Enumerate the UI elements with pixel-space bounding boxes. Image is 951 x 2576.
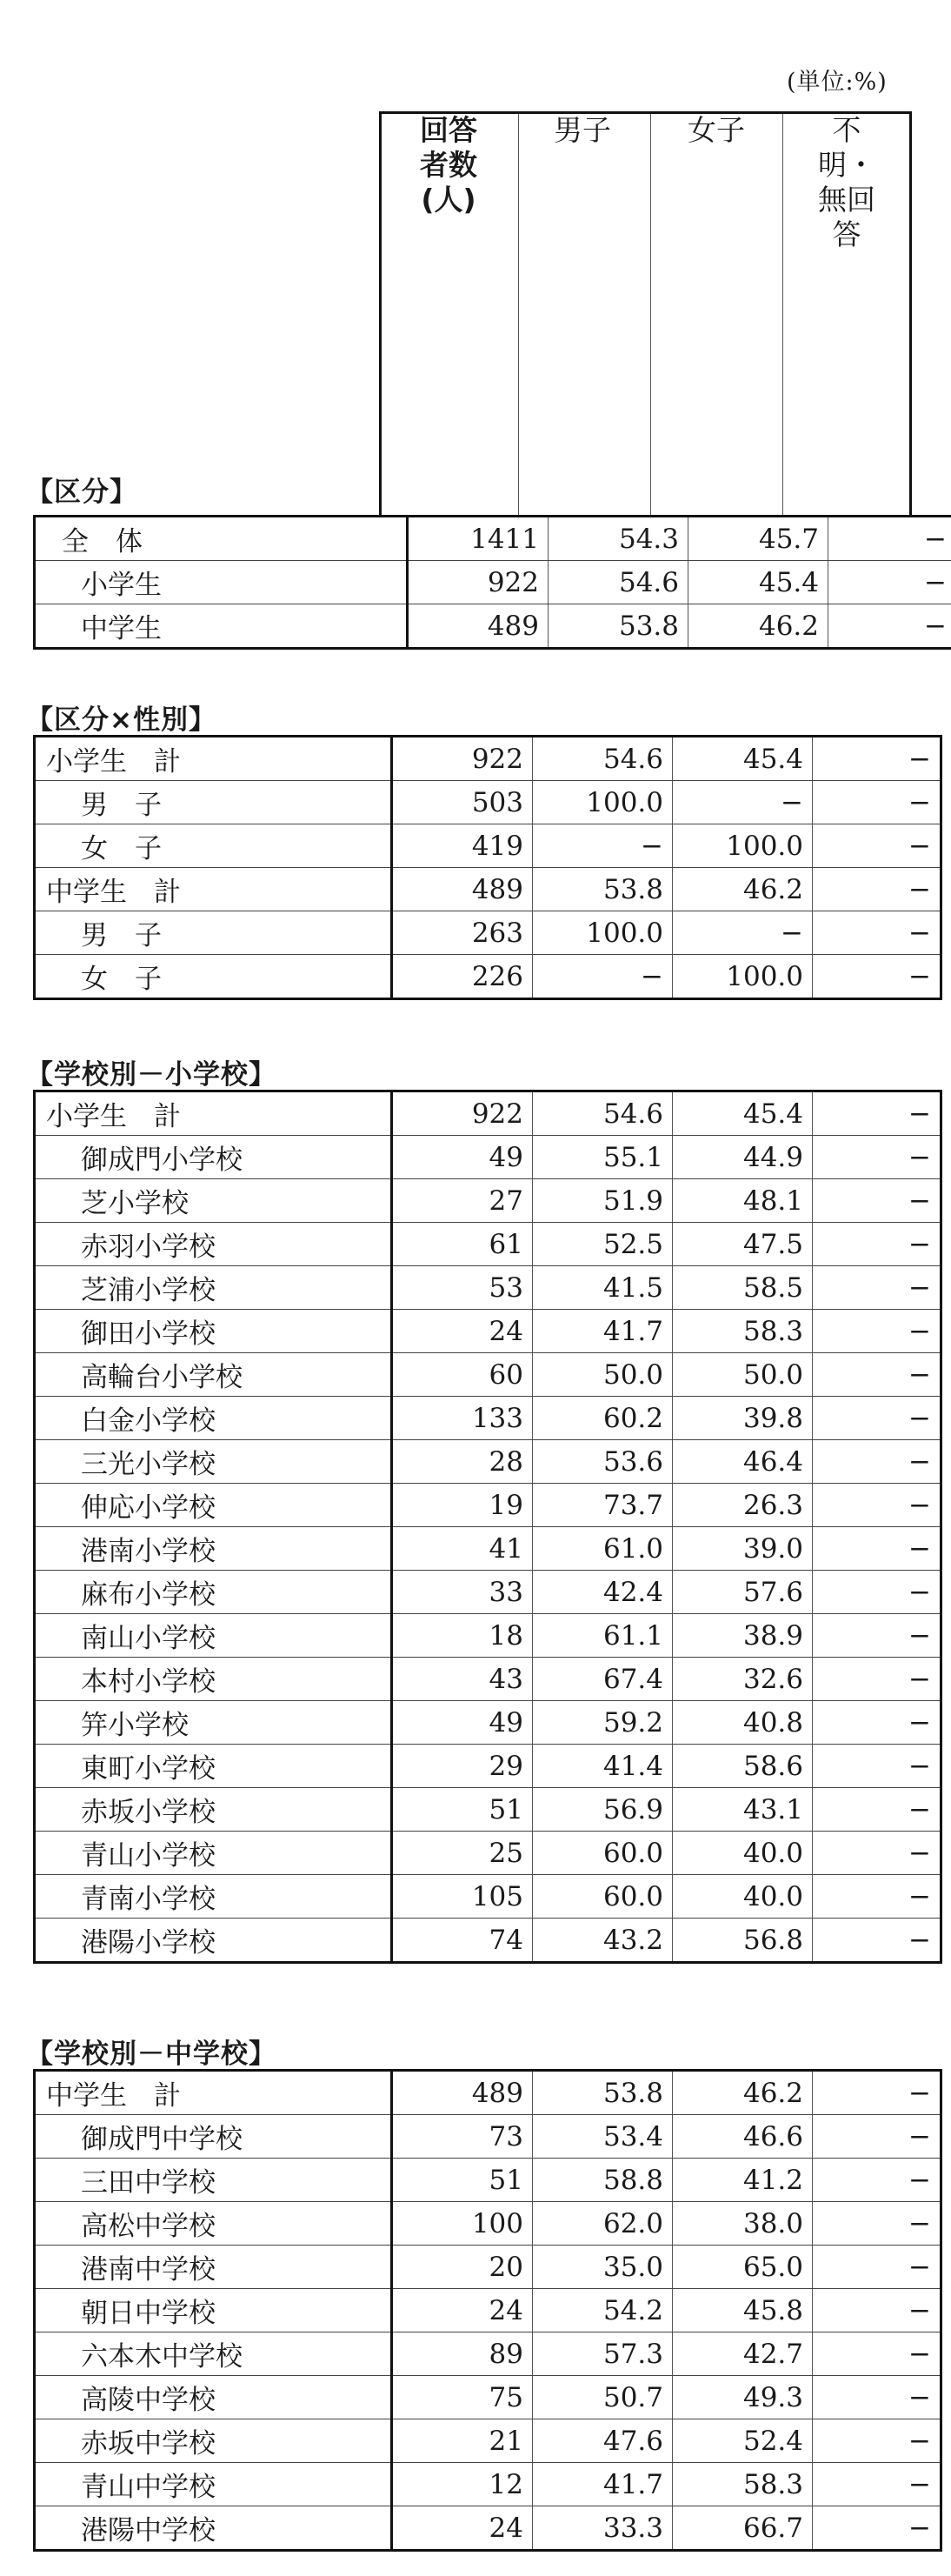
unknown-percent: − — [813, 1223, 941, 1266]
male-percent: 53.8 — [533, 2071, 673, 2115]
female-percent: 39.8 — [673, 1397, 813, 1440]
respondents-count: 74 — [392, 1919, 533, 1963]
male-percent: 54.6 — [549, 561, 688, 604]
row-label: 高輪台小学校 — [35, 1353, 392, 1397]
respondents-count: 24 — [392, 2289, 533, 2332]
respondents-count: 133 — [392, 1397, 533, 1440]
female-percent: 39.0 — [673, 1527, 813, 1571]
female-percent: 49.3 — [673, 2376, 813, 2419]
unknown-percent: − — [813, 1310, 941, 1353]
row-label: 御成門中学校 — [35, 2115, 392, 2159]
male-percent: 62.0 — [533, 2202, 673, 2246]
female-percent: 45.4 — [688, 561, 828, 604]
respondents-count: 20 — [392, 2246, 533, 2289]
row-label: 中学生 計 — [35, 868, 392, 911]
row-label: 芝浦小学校 — [35, 1266, 392, 1310]
female-percent: 38.9 — [673, 1614, 813, 1658]
row-label: 伸応小学校 — [35, 1484, 392, 1527]
male-percent: 33.3 — [533, 2506, 673, 2551]
header-rule-1 — [379, 111, 382, 515]
table-row — [35, 1353, 941, 1397]
unknown-percent: − — [813, 2115, 941, 2159]
female-percent: − — [673, 911, 813, 955]
respondents-count: 100 — [392, 2202, 533, 2246]
respondents-count: 24 — [392, 1310, 533, 1353]
male-percent: 53.8 — [549, 604, 688, 649]
female-percent: 46.2 — [673, 868, 813, 911]
female-percent: 45.4 — [673, 737, 813, 781]
unknown-percent: − — [813, 737, 941, 781]
male-percent: 60.0 — [533, 1832, 673, 1875]
row-label: 本村小学校 — [35, 1658, 392, 1701]
table-row — [35, 517, 951, 561]
table-row — [35, 2419, 941, 2463]
respondents-count: 43 — [392, 1658, 533, 1701]
female-percent: − — [673, 781, 813, 824]
male-percent: 57.3 — [533, 2332, 673, 2376]
row-label: 青山小学校 — [35, 1832, 392, 1875]
row-label: 女 子 — [35, 955, 392, 999]
respondents-count: 53 — [392, 1266, 533, 1310]
respondents-count: 49 — [392, 1136, 533, 1179]
row-label: 笄小学校 — [35, 1701, 392, 1745]
male-percent: 61.0 — [533, 1527, 673, 1571]
row-label: 小学生 — [35, 561, 408, 604]
male-percent: 50.7 — [533, 2376, 673, 2419]
male-percent: 43.2 — [533, 1919, 673, 1963]
female-percent: 58.6 — [673, 1745, 813, 1788]
table-row — [35, 2463, 941, 2506]
male-percent: 52.5 — [533, 1223, 673, 1266]
table-row — [35, 1701, 941, 1745]
respondents-count: 19 — [392, 1484, 533, 1527]
female-percent: 50.0 — [673, 1353, 813, 1397]
respondents-count: 89 — [392, 2332, 533, 2376]
unknown-percent: − — [813, 1440, 941, 1484]
unknown-percent: − — [813, 2419, 941, 2463]
male-percent: 60.2 — [533, 1397, 673, 1440]
section-title-elementary: 【学校別－小学校】 — [26, 1059, 276, 1091]
unknown-percent: − — [813, 1527, 941, 1571]
row-label: 赤羽小学校 — [35, 1223, 392, 1266]
table-row — [35, 1484, 941, 1527]
female-percent: 58.3 — [673, 2463, 813, 2506]
respondents-count: 49 — [392, 1701, 533, 1745]
unknown-percent: − — [813, 868, 941, 911]
table-row — [35, 1136, 941, 1179]
header-female: 女子 — [688, 113, 745, 147]
male-percent: 56.9 — [533, 1788, 673, 1832]
table-row — [35, 2506, 941, 2551]
respondents-count: 489 — [392, 2071, 533, 2115]
unknown-percent: − — [813, 1266, 941, 1310]
respondents-count: 73 — [392, 2115, 533, 2159]
unknown-percent: − — [813, 1571, 941, 1614]
table-row — [35, 737, 941, 781]
table-row — [35, 2246, 941, 2289]
female-percent: 57.6 — [673, 1571, 813, 1614]
respondents-count: 489 — [408, 604, 549, 649]
table-row — [35, 868, 941, 911]
female-percent: 40.0 — [673, 1832, 813, 1875]
unknown-percent: − — [813, 1484, 941, 1527]
respondents-count: 12 — [392, 2463, 533, 2506]
table-row — [35, 1919, 941, 1963]
table-category — [33, 515, 951, 650]
table-row — [35, 1266, 941, 1310]
respondents-count: 1411 — [408, 517, 549, 561]
female-percent: 58.3 — [673, 1310, 813, 1353]
row-label: 中学生 計 — [35, 2071, 392, 2115]
table-row — [35, 1091, 941, 1136]
respondents-count: 51 — [392, 1788, 533, 1832]
table-row — [35, 2332, 941, 2376]
section-title-junior-high: 【学校別－中学校】 — [26, 2039, 276, 2070]
male-percent: 54.6 — [533, 737, 673, 781]
female-percent: 52.4 — [673, 2419, 813, 2463]
female-percent: 46.2 — [688, 604, 828, 649]
male-percent: 53.8 — [533, 868, 673, 911]
female-percent: 58.5 — [673, 1266, 813, 1310]
unknown-percent: − — [813, 1788, 941, 1832]
header-unknown: 不明・無回答 — [818, 113, 875, 251]
respondents-count: 503 — [392, 781, 533, 824]
table-row — [35, 911, 941, 955]
respondents-count: 18 — [392, 1614, 533, 1658]
respondents-count: 33 — [392, 1571, 533, 1614]
header-respondents: 回答者数(人) — [420, 113, 477, 217]
unknown-percent: − — [813, 824, 941, 868]
female-percent: 100.0 — [673, 824, 813, 868]
row-label: 港陽中学校 — [35, 2506, 392, 2551]
row-label: 女 子 — [35, 824, 392, 868]
header-rule-5 — [909, 111, 912, 515]
respondents-count: 51 — [392, 2159, 533, 2202]
table-junior-high-schools — [33, 2069, 942, 2552]
unknown-percent: − — [813, 911, 941, 955]
respondents-count: 41 — [392, 1527, 533, 1571]
row-label: 青南小学校 — [35, 1875, 392, 1919]
table-row — [35, 1571, 941, 1614]
table-row — [35, 1527, 941, 1571]
table-row — [35, 1179, 941, 1223]
male-percent: 41.4 — [533, 1745, 673, 1788]
male-percent: 73.7 — [533, 1484, 673, 1527]
female-percent: 46.4 — [673, 1440, 813, 1484]
header-rule-3 — [650, 111, 651, 515]
row-label: 朝日中学校 — [35, 2289, 392, 2332]
table-row — [35, 1832, 941, 1875]
table-row — [35, 1875, 941, 1919]
row-label: 赤坂小学校 — [35, 1788, 392, 1832]
row-label: 御田小学校 — [35, 1310, 392, 1353]
row-label: 男 子 — [35, 911, 392, 955]
male-percent: 41.7 — [533, 1310, 673, 1353]
row-label: 赤坂中学校 — [35, 2419, 392, 2463]
section-title-category-gender: 【区分×性別】 — [26, 704, 216, 736]
female-percent: 38.0 — [673, 2202, 813, 2246]
unknown-percent: − — [813, 1701, 941, 1745]
table-row — [35, 561, 951, 604]
table-row — [35, 604, 951, 649]
header-male: 男子 — [554, 113, 611, 147]
female-percent: 47.5 — [673, 1223, 813, 1266]
row-label: 男 子 — [35, 781, 392, 824]
male-percent: 51.9 — [533, 1179, 673, 1223]
table-row — [35, 1310, 941, 1353]
row-label: 南山小学校 — [35, 1614, 392, 1658]
unknown-percent: − — [813, 1658, 941, 1701]
unknown-percent: − — [813, 2463, 941, 2506]
row-label: 芝小学校 — [35, 1179, 392, 1223]
table-row — [35, 955, 941, 999]
respondents-count: 61 — [392, 1223, 533, 1266]
unknown-percent: − — [813, 1179, 941, 1223]
unknown-percent: − — [813, 781, 941, 824]
respondents-count: 922 — [392, 1091, 533, 1136]
table-row — [35, 2115, 941, 2159]
male-percent: − — [533, 824, 673, 868]
row-label: 麻布小学校 — [35, 1571, 392, 1614]
female-percent: 40.0 — [673, 1875, 813, 1919]
female-percent: 42.7 — [673, 2332, 813, 2376]
male-percent: 54.2 — [533, 2289, 673, 2332]
male-percent: 35.0 — [533, 2246, 673, 2289]
row-label: 白金小学校 — [35, 1397, 392, 1440]
section-title-category: 【区分】 — [26, 477, 137, 508]
respondents-count: 226 — [392, 955, 533, 999]
unknown-percent: − — [813, 1919, 941, 1963]
female-percent: 45.8 — [673, 2289, 813, 2332]
male-percent: − — [533, 955, 673, 999]
female-percent: 43.1 — [673, 1788, 813, 1832]
row-label: 港南小学校 — [35, 1527, 392, 1571]
table-row — [35, 1397, 941, 1440]
unknown-percent: − — [813, 1353, 941, 1397]
row-label: 東町小学校 — [35, 1745, 392, 1788]
unknown-percent: − — [813, 1091, 941, 1136]
male-percent: 41.5 — [533, 1266, 673, 1310]
header-rule-4 — [782, 111, 783, 515]
respondents-count: 489 — [392, 868, 533, 911]
unit-label: (単位:%) — [787, 69, 888, 96]
row-label: 小学生 計 — [35, 737, 392, 781]
female-percent: 46.2 — [673, 2071, 813, 2115]
table-row — [35, 1223, 941, 1266]
unknown-percent: − — [813, 955, 941, 999]
row-label: 港陽小学校 — [35, 1919, 392, 1963]
male-percent: 55.1 — [533, 1136, 673, 1179]
respondents-count: 27 — [392, 1179, 533, 1223]
respondents-count: 922 — [408, 561, 549, 604]
respondents-count: 263 — [392, 911, 533, 955]
table-elementary-schools — [33, 1090, 942, 1964]
female-percent: 40.8 — [673, 1701, 813, 1745]
table-row — [35, 2289, 941, 2332]
male-percent: 50.0 — [533, 1353, 673, 1397]
row-label: 中学生 — [35, 604, 408, 649]
row-label: 全 体 — [35, 517, 408, 561]
unknown-percent: − — [813, 2289, 941, 2332]
table-row — [35, 1788, 941, 1832]
unknown-percent: − — [813, 2246, 941, 2289]
male-percent: 53.6 — [533, 1440, 673, 1484]
female-percent: 46.6 — [673, 2115, 813, 2159]
male-percent: 67.4 — [533, 1658, 673, 1701]
unknown-percent: − — [813, 2376, 941, 2419]
unknown-percent: − — [813, 2332, 941, 2376]
unknown-percent: − — [828, 604, 951, 649]
male-percent: 54.6 — [533, 1091, 673, 1136]
female-percent: 45.7 — [688, 517, 828, 561]
unknown-percent: − — [813, 1745, 941, 1788]
female-percent: 66.7 — [673, 2506, 813, 2551]
female-percent: 100.0 — [673, 955, 813, 999]
male-percent: 47.6 — [533, 2419, 673, 2463]
row-label: 高陵中学校 — [35, 2376, 392, 2419]
male-percent: 100.0 — [533, 781, 673, 824]
unknown-percent: − — [813, 1875, 941, 1919]
respondents-count: 922 — [392, 737, 533, 781]
male-percent: 53.4 — [533, 2115, 673, 2159]
table-row — [35, 2159, 941, 2202]
female-percent: 26.3 — [673, 1484, 813, 1527]
table-row — [35, 1745, 941, 1788]
respondents-count: 75 — [392, 2376, 533, 2419]
male-percent: 42.4 — [533, 1571, 673, 1614]
male-percent: 61.1 — [533, 1614, 673, 1658]
male-percent: 60.0 — [533, 1875, 673, 1919]
table-row — [35, 1614, 941, 1658]
row-label: 青山中学校 — [35, 2463, 392, 2506]
unknown-percent: − — [828, 517, 951, 561]
table-row — [35, 2202, 941, 2246]
female-percent: 56.8 — [673, 1919, 813, 1963]
male-percent: 59.2 — [533, 1701, 673, 1745]
respondents-count: 29 — [392, 1745, 533, 1788]
female-percent: 45.4 — [673, 1091, 813, 1136]
table-row — [35, 2071, 941, 2115]
table-row — [35, 2376, 941, 2419]
respondents-count: 21 — [392, 2419, 533, 2463]
table-row — [35, 781, 941, 824]
row-label: 高松中学校 — [35, 2202, 392, 2246]
female-percent: 32.6 — [673, 1658, 813, 1701]
female-percent: 41.2 — [673, 2159, 813, 2202]
unknown-percent: − — [813, 2159, 941, 2202]
table-row — [35, 824, 941, 868]
unknown-percent: − — [813, 2506, 941, 2551]
respondents-count: 60 — [392, 1353, 533, 1397]
row-label: 御成門小学校 — [35, 1136, 392, 1179]
respondents-count: 28 — [392, 1440, 533, 1484]
table-category-gender — [33, 735, 942, 1000]
unknown-percent: − — [813, 1136, 941, 1179]
female-percent: 48.1 — [673, 1179, 813, 1223]
row-label: 小学生 計 — [35, 1091, 392, 1136]
unknown-percent: − — [813, 1832, 941, 1875]
female-percent: 44.9 — [673, 1136, 813, 1179]
row-label: 港南中学校 — [35, 2246, 392, 2289]
respondents-count: 419 — [392, 824, 533, 868]
unknown-percent: − — [813, 1397, 941, 1440]
respondents-count: 24 — [392, 2506, 533, 2551]
row-label: 六本木中学校 — [35, 2332, 392, 2376]
male-percent: 58.8 — [533, 2159, 673, 2202]
male-percent: 41.7 — [533, 2463, 673, 2506]
unknown-percent: − — [828, 561, 951, 604]
unknown-percent: − — [813, 2202, 941, 2246]
respondents-count: 105 — [392, 1875, 533, 1919]
unknown-percent: − — [813, 2071, 941, 2115]
table-row — [35, 1658, 941, 1701]
row-label: 三光小学校 — [35, 1440, 392, 1484]
row-label: 三田中学校 — [35, 2159, 392, 2202]
male-percent: 54.3 — [549, 517, 688, 561]
respondents-count: 25 — [392, 1832, 533, 1875]
header-rule-2 — [518, 111, 519, 515]
table-row — [35, 1440, 941, 1484]
male-percent: 100.0 — [533, 911, 673, 955]
unknown-percent: − — [813, 1614, 941, 1658]
female-percent: 65.0 — [673, 2246, 813, 2289]
